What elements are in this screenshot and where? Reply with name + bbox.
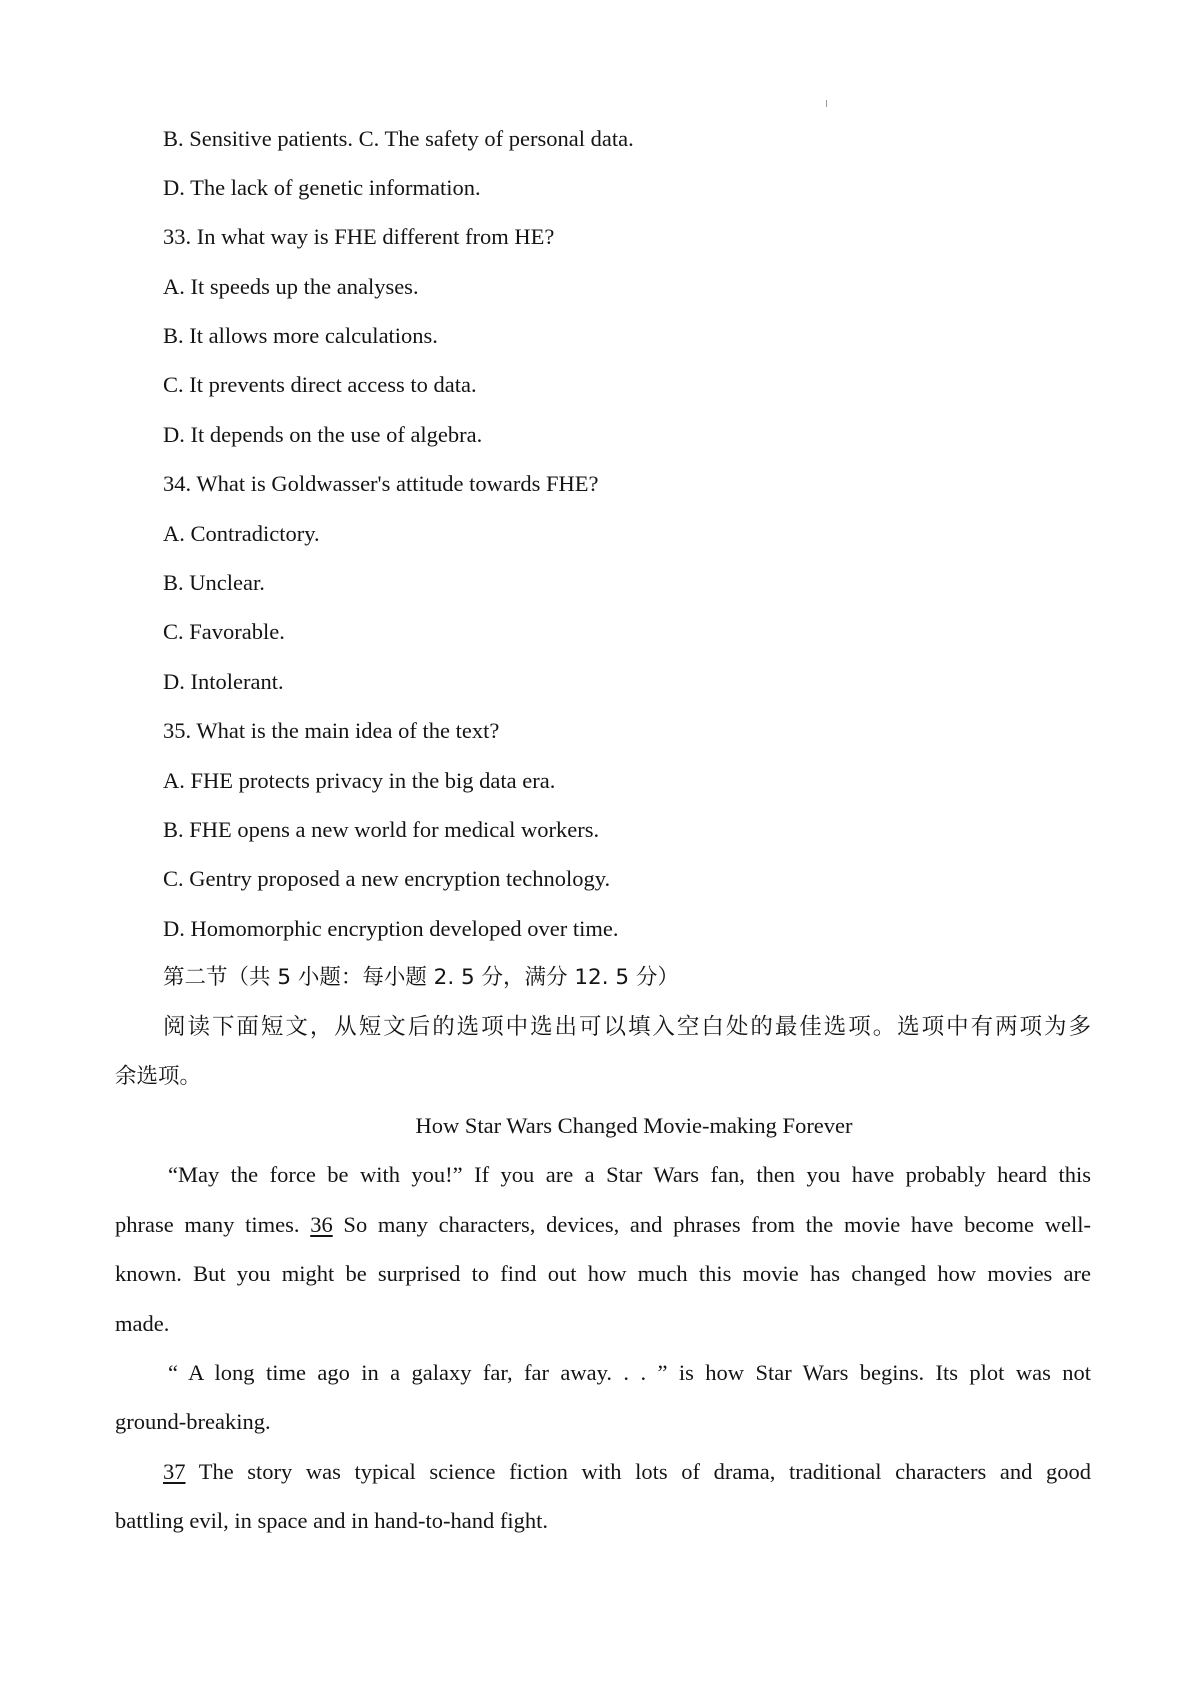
q32-option-d: D. The lack of genetic information. [163,175,481,200]
passage-p3-line1 [163,1457,1091,1487]
blank-37: 37 [163,1459,186,1484]
q33-option-a: A. It speeds up the analyses. [163,274,419,299]
passage-p1-line4: made. [115,1311,170,1336]
q35-option-b: B. FHE opens a new world for medical workers. [163,817,600,842]
q34-option-c: C. Favorable. [163,619,285,644]
passage-p1-line3: known. But you might be surprised to find out how much this movie has changed how movies are [115,1261,1091,1286]
passage-p1-line2-post: So many characters, devices, and phrases from the movie have become well- [332,1212,1091,1237]
q35-stem: 35. What is the main idea of the text? [163,718,500,743]
passage-p3-line2: battling evil, in space and in hand-to-hand fight. [115,1508,549,1533]
q34-option-a: A. Contradictory. [163,521,320,546]
q35-option-d: D. Homomorphic encryption developed over time. [163,916,619,941]
passage-p2-line1: “ A long time ago in a galaxy far, far away. . . ” is how Star Wars begins. Its plot was not [168,1360,1091,1385]
q33-option-c: C. It prevents direct access to data. [163,372,477,397]
q33-option-d: D. It depends on the use of algebra. [163,422,483,447]
section-instruction-line2: 余选项。 [115,1064,202,1089]
q34-stem: 34. What is Goldwasser's attitude towards FHE? [163,471,599,496]
passage-p1-line2 [115,1210,1091,1240]
page-mark [826,100,827,107]
q34-option-d: D. Intolerant. [163,669,284,694]
q35-option-a: A. FHE protects privacy in the big data era. [163,768,556,793]
q33-stem: 33. In what way is FHE different from HE? [163,224,555,249]
section-instruction-line1: 阅读下面短文，从短文后的选项中选出可以填入空白处的最佳选项。选项中有两项为多 [163,1014,1091,1040]
passage-p3-line1-post: The story was typical science fiction with lots of drama, traditional characters and good [185,1459,1091,1484]
q34-option-b: B. Unclear. [163,570,265,595]
blank-36: 36 [310,1212,333,1237]
section-heading: 第二节（共 5 小题：每小题 2. 5 分，满分 12. 5 分） [163,965,679,990]
q32-options-bc: B. Sensitive patients. C. The safety of personal data. [163,126,634,151]
passage-p2-line2: ground-breaking. [115,1409,271,1434]
passage-title: How Star Wars Changed Movie-making Forever [415,1113,853,1138]
passage-p1-line2-pre: phrase many times. [115,1212,311,1237]
q33-option-b: B. It allows more calculations. [163,323,438,348]
q35-option-c: C. Gentry proposed a new encryption technology. [163,866,611,891]
passage-p1-line1: “May the force be with you!” If you are a Star Wars fan, then you have probably heard this [168,1162,1091,1187]
